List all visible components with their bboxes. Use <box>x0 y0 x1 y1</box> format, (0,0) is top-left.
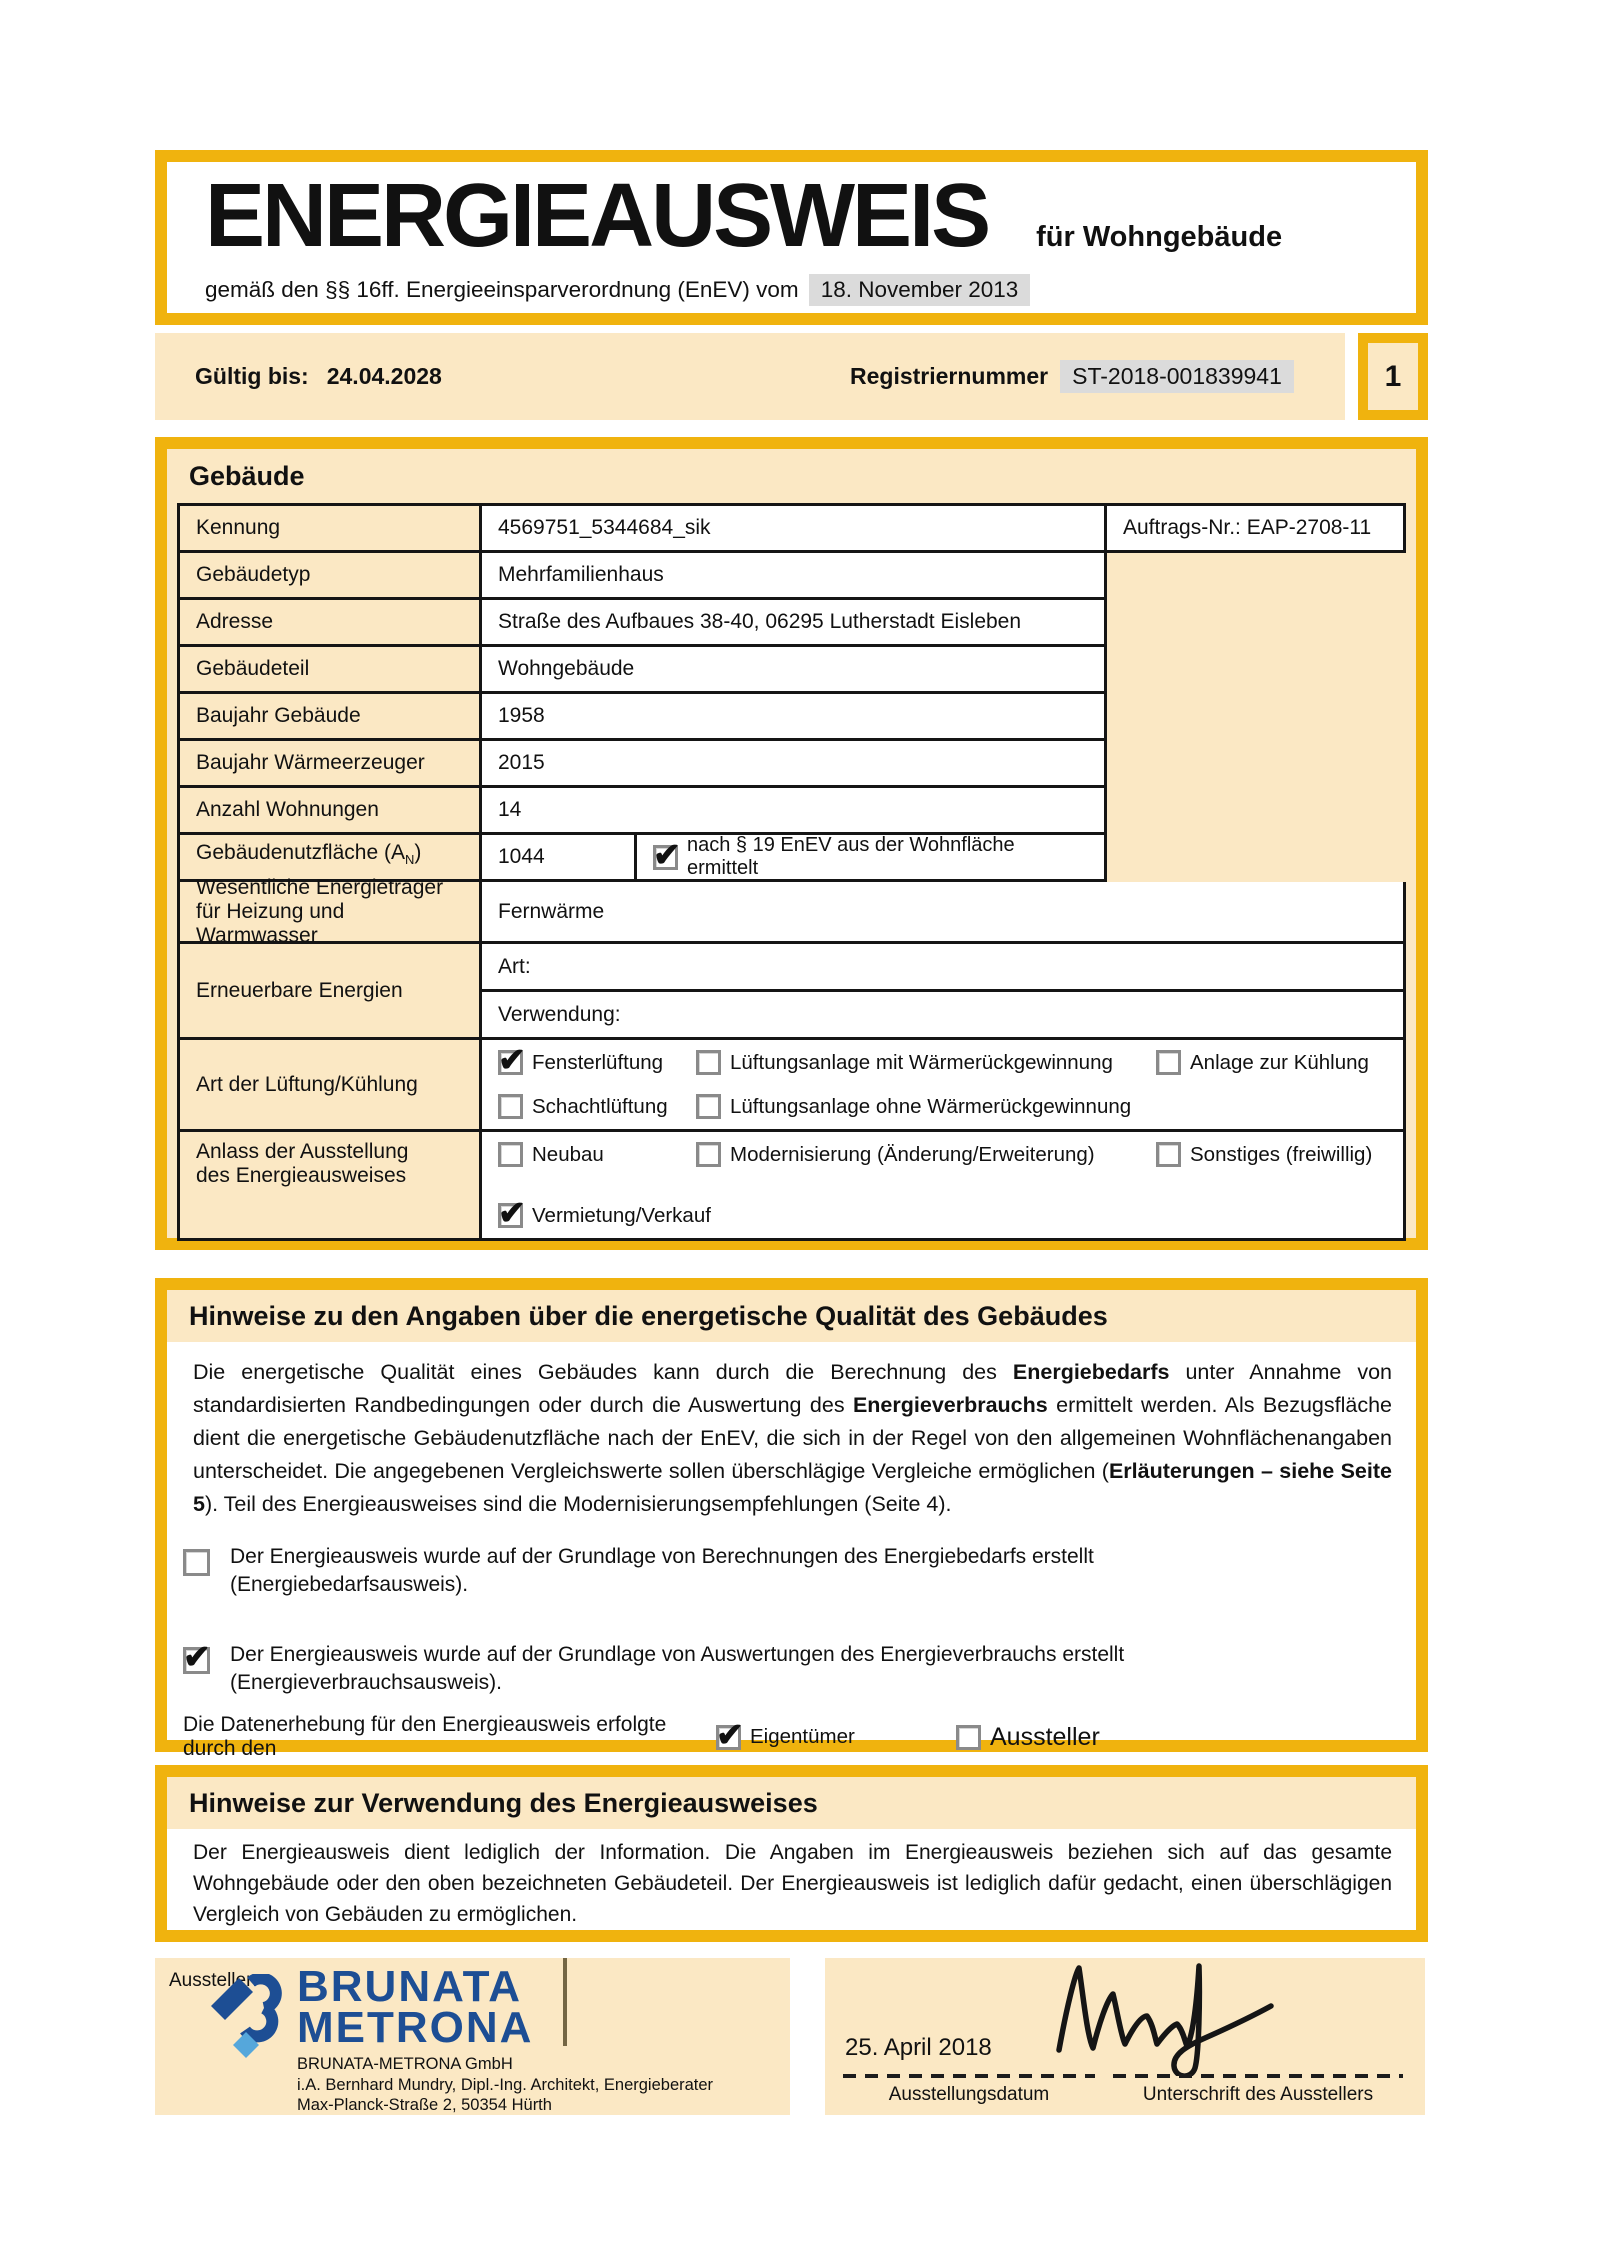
document-subtitle: für Wohngebäude <box>1036 221 1283 253</box>
hinweise-qualitaet-section <box>155 1278 1428 1760</box>
checkbox-label: Eigentümer <box>750 1725 855 1748</box>
row-label: Art der Lüftung/Kühlung <box>177 1040 482 1132</box>
checkbox-option[interactable] <box>653 834 1088 880</box>
checkbox-option[interactable] <box>696 1142 1156 1167</box>
row-value: 4569751_5344684_sik <box>482 506 1107 553</box>
checkbox-option[interactable] <box>498 1050 696 1075</box>
gebaeude-section-title: Gebäude <box>189 460 305 491</box>
row-value: 1958 <box>482 694 1107 741</box>
erneuerbare-art: Art: <box>482 944 1406 992</box>
validity-band <box>155 333 1345 420</box>
valid-until <box>195 333 442 420</box>
checkbox-label: Neubau <box>532 1142 604 1166</box>
row-value: 14 <box>482 788 1107 835</box>
checkbox[interactable] <box>1156 1142 1181 1167</box>
datenerhebung-options <box>716 1723 1416 1752</box>
signature-line <box>1113 2074 1403 2078</box>
registration-number <box>850 333 1294 420</box>
anlass-line1 <box>498 1142 1387 1167</box>
datenerhebung-text: Die Datenerhebung für den Energieausweis erfolgte durch den <box>183 1713 667 1760</box>
issuer-company-block <box>297 2054 713 2116</box>
logo-line1: BRUNATA <box>297 1962 522 2011</box>
checkbox-option[interactable] <box>1156 1142 1387 1167</box>
row-label: Erneuerbare Energien <box>177 944 482 1040</box>
table-row-lueftung <box>177 1040 1406 1132</box>
law-reference-line <box>205 274 1030 306</box>
valid-until-date: 24.04.2028 <box>326 363 442 389</box>
law-reference-text: gemäß den §§ 16ff. Energieeinsparverordnung (EnEV) vom <box>205 277 799 302</box>
checkbox[interactable] <box>696 1050 721 1075</box>
issue-date-caption: Ausstellungsdatum <box>888 2084 1050 2105</box>
checkbox[interactable] <box>696 1094 721 1119</box>
checkbox-label: Der Energieausweis wurde auf der Grundlage von Berechnungen des Energiebedarfs erstellt (Energiebedarfsausweis). <box>230 1545 1094 1596</box>
table-row <box>177 788 1406 835</box>
checkbox-option[interactable] <box>716 1725 956 1750</box>
section-title: Hinweise zur Verwendung des Energieausweises <box>167 1777 1416 1829</box>
checkbox-label: Modernisierung (Änderung/Erweiterung) <box>730 1142 1095 1166</box>
header-box <box>155 150 1428 325</box>
checkbox[interactable] <box>183 1549 210 1576</box>
table-row-kennung <box>177 506 1406 553</box>
row-label: Baujahr Wärmeerzeuger <box>177 741 482 788</box>
bedarf-checkbox-item <box>167 1543 1416 1599</box>
lueftung-line1 <box>498 1050 1387 1075</box>
section-title: Hinweise zu den Angaben über die energetische Qualität des Gebäudes <box>167 1290 1416 1342</box>
checkbox-option[interactable] <box>498 1094 696 1119</box>
row-label: Wesentliche Energieträger für Heizung und Warmwasser <box>177 882 482 944</box>
checkbox-option[interactable] <box>696 1050 1156 1075</box>
checkbox-label: Anlage zur Kühlung <box>1190 1050 1369 1074</box>
row-value: 2015 <box>482 741 1107 788</box>
checkbox[interactable] <box>183 1647 210 1674</box>
row-label: Adresse <box>177 600 482 647</box>
issuer-label: Aussteller: <box>169 1970 258 1991</box>
row-value: 1044 <box>482 835 637 882</box>
erneuerbare-verwendung: Verwendung: <box>482 992 1406 1040</box>
brunata-metrona-logo-icon <box>209 1974 293 2062</box>
row-value: Mehrfamilienhaus <box>482 553 1107 600</box>
datenerhebung-row <box>167 1713 1416 1761</box>
logo-line2: METRONA <box>297 2003 534 2052</box>
checkbox-label: Lüftungsanlage mit Wärmerückgewinnung <box>730 1050 1113 1074</box>
checkbox-label: Lüftungsanlage ohne Wärmerückgewinnung <box>730 1094 1132 1118</box>
lueftung-line2 <box>498 1094 1387 1119</box>
checkbox[interactable] <box>716 1725 741 1750</box>
row-value: Wohngebäude <box>482 647 1107 694</box>
checkbox-option[interactable] <box>498 1203 711 1228</box>
qualitaet-paragraph: Die energetische Qualität eines Gebäudes kann durch die Berechnung des Energiebedarfs unter Annahme von standardisierten Randbedingungen oder durch die Auswertung des Energieverbrauchs ermittelt werden. Als Bezugsfläche dient die energetische Gebäudenutzfläche nach der EnEV, die sich in der Regel von den allgemeinen Wohnflächenangaben unterscheidet. Die angegebenen Vergleichswerte sollen überschlägige Vergleiche ermöglichen (Erläuterungen – siehe Seite 5). Teil des Energieausweises sind die Modernisierungsempfehlungen (Seite 4). <box>193 1360 1392 1516</box>
row-label: Baujahr Gebäude <box>177 694 482 741</box>
signature-panel <box>825 1958 1425 2115</box>
checkbox-label: Schachtlüftung <box>532 1094 668 1118</box>
table-row-energietraeger <box>177 875 1406 947</box>
checkbox[interactable] <box>498 1094 523 1119</box>
gebaeude-table <box>177 503 1406 1241</box>
checkbox-label: nach § 19 EnEV aus der Wohnfläche ermittelt <box>687 834 1015 879</box>
registration-value: ST-2018-001839941 <box>1060 360 1294 393</box>
scan-artifact-line <box>563 1958 567 2046</box>
checkbox[interactable] <box>498 1142 523 1167</box>
table-row-erneuerbare <box>177 944 1406 1040</box>
anlass-options-cell <box>482 1132 1406 1241</box>
row-value: Straße des Aufbaues 38-40, 06295 Lutherstadt Eisleben <box>482 600 1107 647</box>
checkbox-option[interactable] <box>1156 1050 1387 1075</box>
signature-caption: Unterschrift des Ausstellers <box>1142 2084 1374 2105</box>
registration-label: Registriernummer <box>850 363 1049 389</box>
logo-wordmark <box>297 1962 534 2052</box>
table-row <box>177 647 1406 694</box>
table-row <box>177 553 1406 600</box>
lueftung-options-cell <box>482 1040 1406 1132</box>
issue-date: 25. April 2018 <box>845 2034 992 2061</box>
nutzflaeche-check-cell <box>637 835 1107 882</box>
verwendung-paragraph: Der Energieausweis dient lediglich der Information. Die Angaben im Energieausweis beziehen sich auf das gesamte Wohngebäude oder den oben bezeichneten Gebäudeteil. Der Energieausweis ist lediglich dafür gedacht, einen überschlägigen Vergleich von Gebäuden zu ermöglichen. <box>193 1841 1392 1926</box>
verbrauch-checkbox-item <box>167 1641 1416 1697</box>
company-address: Max-Planck-Straße 2, 50354 Hürth <box>297 2096 552 2114</box>
page-number: 1 <box>1384 359 1402 393</box>
issuer-panel <box>155 1958 790 2115</box>
document-title: ENERGIEAUSWEIS <box>205 166 989 266</box>
checkbox[interactable] <box>498 1050 523 1075</box>
checkbox[interactable] <box>696 1142 721 1167</box>
row-label: Gebäudetyp <box>177 553 482 600</box>
table-row-anlass <box>177 1132 1406 1241</box>
law-date-value: 18. November 2013 <box>809 274 1031 306</box>
table-row <box>177 694 1406 741</box>
checkbox-option[interactable] <box>498 1142 696 1167</box>
gebaeude-section <box>155 437 1428 1250</box>
row-label: Anlass der Ausstellung des Energieausweises <box>177 1132 482 1241</box>
checkbox[interactable] <box>1156 1050 1181 1075</box>
header-title-row <box>205 162 1282 270</box>
date-signature-line <box>843 2074 1095 2078</box>
row-label: Gebäudeteil <box>177 647 482 694</box>
page-number-box <box>1358 333 1428 420</box>
checkbox-label: Aussteller <box>990 1722 1100 1751</box>
company-name: BRUNATA-METRONA GmbH <box>297 2055 513 2073</box>
signature-image <box>1040 1958 1290 2076</box>
row-label: Gebäudenutzfläche $(A_N)$ <box>177 835 482 882</box>
valid-until-label: Gültig bis: <box>195 363 309 389</box>
checkbox[interactable] <box>498 1203 523 1228</box>
checkbox-label: Sonstiges (freiwillig) <box>1190 1142 1373 1166</box>
company-person: i.A. Bernhard Mundry, Dipl.-Ing. Architekt, Energieberater <box>297 2075 714 2094</box>
table-row <box>177 600 1406 647</box>
checkbox-label: Vermietung/Verkauf <box>532 1203 711 1227</box>
row-value: Fernwärme <box>482 882 1406 944</box>
checkbox-option[interactable] <box>696 1094 1156 1119</box>
checkbox-label: Fensterlüftung <box>532 1050 664 1074</box>
table-row <box>177 741 1406 788</box>
checkbox-option[interactable] <box>956 1723 1416 1752</box>
hinweise-verwendung-section <box>155 1765 1428 1942</box>
anlass-line2 <box>498 1203 1387 1228</box>
checkbox-label: Der Energieausweis wurde auf der Grundlage von Auswertungen des Energieverbrauchs erstellt (Energieverbrauchsausweis). <box>230 1643 1125 1694</box>
checkbox[interactable] <box>956 1725 981 1750</box>
checkbox[interactable] <box>653 845 678 870</box>
row-label: Anzahl Wohnungen <box>177 788 482 835</box>
row-label: Kennung <box>177 506 482 553</box>
auftrag-number: Auftrags-Nr.: EAP-2708-11 <box>1107 506 1406 553</box>
